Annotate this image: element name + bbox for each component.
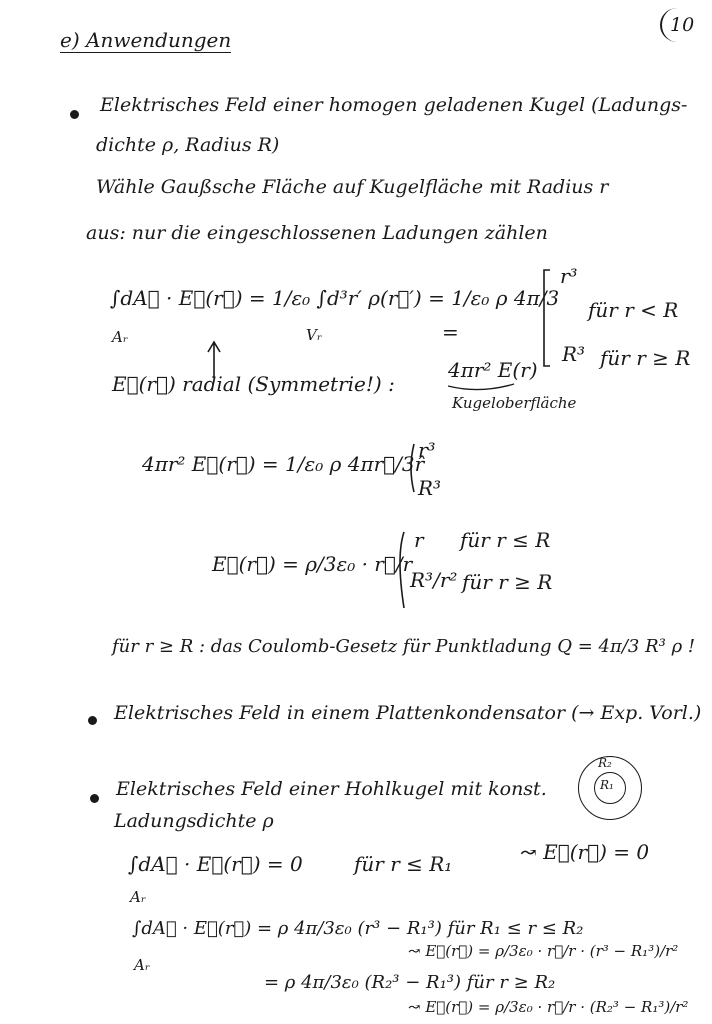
section-heading: e) Anwendungen [60, 28, 232, 52]
eq2-lhs: 4πr² E⃗(r⃗) = 1/ε₀ ρ 4πr⃗/3r̂ [142, 452, 425, 476]
surface-label: Kugeloberfläche [452, 394, 577, 412]
eq1-equals: = [442, 320, 459, 344]
eq3-case1-val: r [414, 528, 424, 552]
sphere-inner-label: R₁ [600, 778, 614, 792]
bullet1-line3: Wähle Gaußsche Fläche auf Kugelfläche mit Radius r [96, 176, 609, 198]
sphere-outer-label: R₂ [598, 756, 612, 770]
bullet1-line2: dichte ρ, Radius R) [96, 134, 280, 156]
eq2-case2: R³ [418, 476, 442, 500]
eq2-brace [411, 444, 414, 492]
eq1-case1-val: r³ [560, 264, 578, 288]
eq3-brace [400, 532, 404, 608]
bullet1-line1: Elektrisches Feld einer homogen geladenen Kugel (Ladungs- [100, 94, 688, 116]
radial-text: E⃗(r⃗) radial (Symmetrie!) : [112, 372, 395, 396]
eq4-sub: Aᵣ [130, 888, 147, 906]
bullet3-line1: Elektrisches Feld einer Hohlkugel mit konst. [116, 778, 547, 800]
eq6-lhs: = ρ 4π/3ε₀ (R₂³ − R₁³) für r ≥ R₂ [264, 972, 556, 993]
eq5-result: ↝ E⃗(r⃗) = ρ/3ε₀ · r⃗/r · (r³ − R₁³)/r² [408, 942, 679, 960]
eq1-sub-v: Vᵣ [306, 326, 323, 344]
eq5-lhs: ∫dA⃗ · E⃗(r⃗) = ρ 4π/3ε₀ (r³ − R₁³) für R₁ ≤ r ≤ R₂ [132, 918, 584, 939]
eq3-case1-cond: für r ≤ R [460, 528, 551, 552]
eq4-cond: für r ≤ R₁ [354, 852, 453, 876]
eq6-result: ↝ E⃗(r⃗) = ρ/3ε₀ · r⃗/r · (R₂³ − R₁³)/r² [408, 998, 689, 1016]
eq1-case2-cond: für r ≥ R [600, 346, 691, 370]
eq4-result: ↝ E⃗(r⃗) = 0 [520, 840, 650, 864]
eq1-case2-val: R³ [562, 342, 586, 366]
eq3-case2-cond: für r ≥ R [462, 570, 553, 594]
eq1-lhs: ∫dA⃗ · E⃗(r⃗) = 1/ε₀ ∫d³r′ ρ(r⃗′) = 1/ε₀ ρ 4π/3 [110, 286, 560, 310]
eq2-case1: r³ [418, 438, 436, 462]
bullet3-line2: Ladungsdichte ρ [114, 810, 274, 832]
up-arrow-icon [208, 342, 220, 378]
eq5-sub: Aᵣ [134, 956, 151, 974]
bullet1-line4: aus: nur die eingeschlossenen Ladungen zählen [86, 222, 548, 244]
eq1-case1-cond: für r < R [588, 298, 679, 322]
coulomb-line: für r ≥ R : das Coulomb-Gesetz für Punktladung Q = 4π/3 R³ ρ ! [112, 636, 696, 657]
eq3-lhs: E⃗(r⃗) = ρ/3ε₀ · r⃗/r [212, 552, 413, 576]
eq4-lhs: ∫dA⃗ · E⃗(r⃗) = 0 [128, 852, 303, 876]
surface-underbrace [448, 384, 514, 390]
eq1-brace [544, 270, 550, 366]
eq1-sub-a: Aᵣ [112, 328, 129, 346]
surface-expr: 4πr² E(r) [448, 358, 538, 382]
page-number: 10 [660, 8, 698, 42]
bullet2-text: Elektrisches Feld in einem Plattenkondensator (→ Exp. Vorl.) [114, 702, 702, 724]
eq3-case2-val: R³/r² [410, 568, 458, 592]
